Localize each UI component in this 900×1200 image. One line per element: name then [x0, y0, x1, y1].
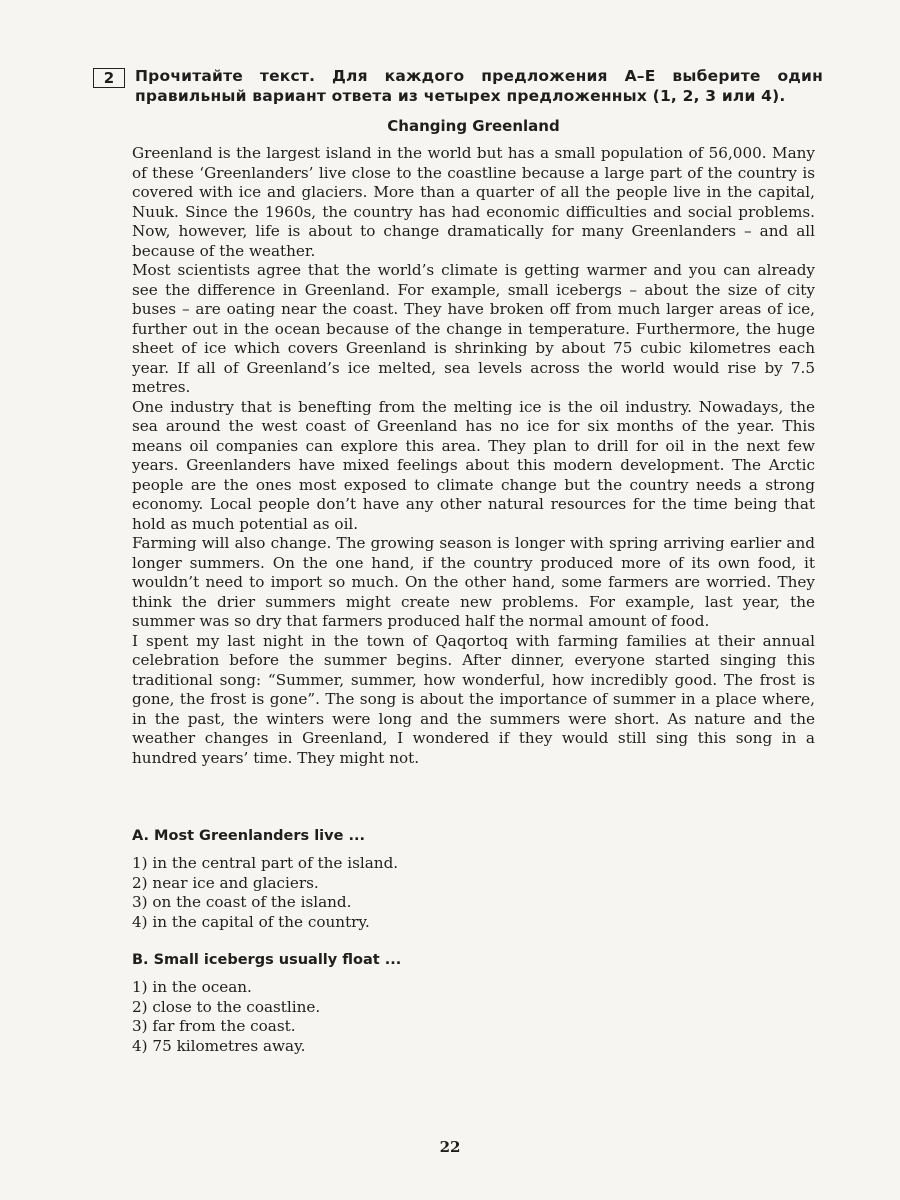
question-stem: B. Small icebergs usually float ... — [132, 952, 402, 968]
paragraph: Greenland is the largest island in the world but has a small population of 56,000. Many of these ‘Greenlanders’ live close to the coastline because a large part of the country is covered with ice and glaciers. More than a quarter of all the people live in the capital, Nuuk. Since the 1960s, the country has had economic difficulties and social problems. Now, however, life is about to change dramatically for many Greenlanders – and all because of the weather. — [132, 144, 815, 260]
answer-option: 3) far from the coast. — [132, 1017, 296, 1035]
question-a — [132, 826, 815, 932]
answer-option: 2) near ice and glaciers. — [132, 873, 319, 892]
answer-option: 2) close to the coastline. — [132, 997, 321, 1016]
answer-option: 4) in the capital of the country. — [132, 912, 370, 931]
answer-option: 3) on the coast of the island. — [132, 893, 352, 911]
page-number: 22 — [439, 1138, 461, 1156]
questions-section — [132, 826, 815, 1074]
reading-text — [132, 144, 815, 768]
question-b — [132, 950, 815, 1056]
paragraph: One industry that is benefting from the melting ice is the oil industry. Nowadays, the sea around the west coast of Greenland has no ice for six months of the year. This means oil companies can explore this area. They plan to drill for oil in the next few years. Greenlanders have mixed feelings about this modern development. The Arctic people are the ones most exposed to climate change but the country needs a strong economy. Local people don’t have any other natural resources for the time being that hold as much potential as oil. — [132, 397, 815, 533]
text-title: Changing Greenland — [387, 117, 560, 135]
question-stem: A. Most Greenlanders live ... — [132, 828, 366, 844]
answer-option: 1) in the ocean. — [132, 978, 252, 996]
task-instruction: Прочитайте текст. Для каждого предложения A–E выберите один правильный вариант ответа из четырех предложенных (1, 2, 3 или 4). — [135, 67, 823, 105]
task-number-box: 2 — [93, 68, 125, 88]
answer-option: 1) in the central part of the island. — [132, 854, 399, 872]
paragraph: Farming will also change. The growing season is longer with spring arriving earlier and longer summers. On the one hand, if the country produced more of its own food, it wouldn’t need to import so much. On the other hand, some farmers are worried. They think the drier summers might create new problems. For example, last year, the summer was so dry that farmers produced half the normal amount of food. — [132, 534, 815, 630]
task-header — [93, 66, 823, 106]
answer-option: 4) 75 kilometres away. — [132, 1036, 306, 1055]
paragraph: I spent my last night in the town of Qaqortoq with farming families at their annual celebration before the summer begins. After dinner, everyone started singing this traditional song: “Summer, summer, how wonderful, how incredibly good. The frost is gone, the frost is gone”. The song is about the importance of summer in a place where, in the past, the winters were long and the summers were short. As nature and the weather changes in Greenland, I wondered if they would still sing this song in a hundred years’ time. They might not. — [132, 631, 815, 767]
paragraph: Most scientists agree that the world’s climate is getting warmer and you can already see the difference in Greenland. For example, small icebergs – about the size of city buses – are oating near the coast. They have broken off from much larger areas of ice, further out in the ocean because of the change in temperature. Furthermore, the huge sheet of ice which covers Greenland is shrinking by about 75 cubic kilometres each year. If all of Greenland’s ice melted, sea levels across the world would rise by 7.5 metres. — [132, 261, 815, 396]
